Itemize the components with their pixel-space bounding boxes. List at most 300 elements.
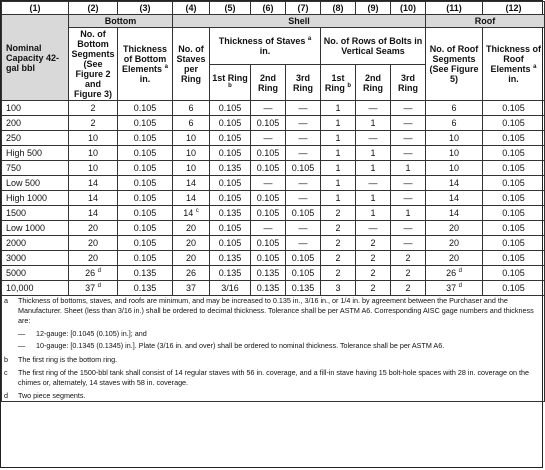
table-cell xyxy=(426,221,483,236)
table-cell xyxy=(210,251,251,266)
cell-value: 0.105 xyxy=(502,268,525,278)
table-cell xyxy=(483,281,545,296)
table-row xyxy=(2,281,545,296)
cell-value: 14 xyxy=(448,178,459,188)
cell-value: 1 xyxy=(335,178,341,188)
table-cell xyxy=(356,161,391,176)
header-text: Thickness of Staves xyxy=(218,36,306,46)
cell-value: 1 xyxy=(335,133,341,143)
table-cell xyxy=(356,221,391,236)
cell-value: 0.105 xyxy=(502,193,525,203)
cell-value: 6 xyxy=(188,118,194,128)
table-cell xyxy=(356,191,391,206)
cell-value: 6 xyxy=(188,103,194,113)
cell-value: 10 xyxy=(87,133,98,143)
table-cell xyxy=(391,116,426,131)
cell-value: 2 xyxy=(405,268,411,278)
cell-value: 10 xyxy=(87,163,98,173)
table-cell xyxy=(69,281,118,296)
table-cell xyxy=(2,251,69,266)
cell-value: — xyxy=(368,178,378,188)
cell-value: 26 xyxy=(85,268,96,278)
footnote-ref: c xyxy=(195,208,199,214)
cell-value: — xyxy=(368,133,378,143)
table-cell xyxy=(483,206,545,221)
tank-spec-table xyxy=(1,1,545,402)
cell-value: 20 xyxy=(448,238,459,248)
table-cell xyxy=(210,176,251,191)
cell-value: 10 xyxy=(185,148,196,158)
fraction: 1/4 xyxy=(340,296,351,305)
cell-value: 10 xyxy=(448,163,459,173)
table-cell xyxy=(69,191,118,206)
cell-value: — xyxy=(403,178,413,188)
cell-value: — xyxy=(403,238,413,248)
footnote-b xyxy=(4,355,542,365)
table-cell xyxy=(426,251,483,266)
col-number: (1) xyxy=(2,2,69,15)
cell-value: 0.105 xyxy=(502,148,525,158)
table-cell xyxy=(321,101,356,116)
table-cell xyxy=(118,176,173,191)
table-cell xyxy=(426,176,483,191)
table-cell xyxy=(173,281,210,296)
group-header-row xyxy=(2,15,545,28)
cell-value: 0.135 xyxy=(218,208,242,218)
header-bottom-segments: No. of Bottom Segments (See Figure 2 and Figure 3) xyxy=(69,28,118,101)
footnote-ref: b xyxy=(347,82,352,89)
cell-value: 0.135 xyxy=(218,268,242,278)
footnote-text: The first ring of the 1500-bbl tank shall consist of 14 regular staves with 56 in. coverage, and a fill-in stave having 15 bolt-hole spaces with 28 in. coverage on the chimes or, alternately, 14 staves with 58 in. coverage. xyxy=(18,368,530,387)
table-cell xyxy=(391,251,426,266)
cell-value: 20 xyxy=(87,238,98,248)
cell-value: 20 xyxy=(185,253,196,263)
table-cell xyxy=(2,266,69,281)
table-cell xyxy=(210,266,251,281)
cell-value: 750 xyxy=(6,163,22,173)
footnotes xyxy=(2,296,545,402)
table-cell xyxy=(251,221,286,236)
footnotes-row xyxy=(2,296,545,402)
table-cell xyxy=(173,206,210,221)
table-cell xyxy=(118,131,173,146)
cell-value: 1 xyxy=(370,208,376,218)
footnote-text: Thickness of bottoms, staves, and roofs are minimum, and may be increased to 0.135 in., xyxy=(18,296,305,305)
table-cell xyxy=(391,266,426,281)
table-cell xyxy=(426,116,483,131)
cell-value: 0.105 xyxy=(256,163,280,173)
table-cell xyxy=(210,191,251,206)
footnote-text: The first ring is the bottom ring. xyxy=(18,355,118,364)
cell-value: 2 xyxy=(370,253,376,263)
cell-value: 2 xyxy=(335,223,341,233)
footnote-mark: b xyxy=(4,355,8,364)
cell-value: 0.105 xyxy=(291,163,315,173)
footnote-ref: a xyxy=(164,64,168,70)
table-cell xyxy=(2,176,69,191)
cell-value: 0.105 xyxy=(502,178,525,188)
col-number: (9) xyxy=(356,2,391,15)
cell-value: High 500 xyxy=(6,148,43,158)
cell-value: 14 xyxy=(448,208,459,218)
cell-value: — xyxy=(403,193,413,203)
cell-value: — xyxy=(403,103,413,113)
cell-value: 14 xyxy=(448,193,459,203)
table-cell xyxy=(173,146,210,161)
col-number: (4) xyxy=(173,2,210,15)
table-cell xyxy=(391,281,426,296)
cell-value: 14 xyxy=(185,178,196,188)
cell-value: — xyxy=(263,133,273,143)
cell-value: 0.105 xyxy=(256,118,280,128)
table-cell xyxy=(286,146,321,161)
cell-value: 0.105 xyxy=(218,148,242,158)
cell-value: 0.105 xyxy=(218,133,242,143)
table-cell xyxy=(251,191,286,206)
cell-value: 1 xyxy=(335,148,341,158)
table-cell xyxy=(391,131,426,146)
unit-text: in. xyxy=(139,74,151,84)
cell-value: 0.105 xyxy=(256,193,280,203)
table-cell xyxy=(483,176,545,191)
table-cell xyxy=(286,206,321,221)
table-cell xyxy=(356,131,391,146)
header-stave-ring-3: 3rd Ring xyxy=(286,65,321,101)
cell-value: — xyxy=(298,238,308,248)
table-cell xyxy=(69,101,118,116)
cell-value: 0.105 xyxy=(218,118,242,128)
table-cell xyxy=(356,266,391,281)
footnote-mark: a xyxy=(4,296,8,305)
col-number: (8) xyxy=(321,2,356,15)
table-row xyxy=(2,206,545,221)
table-cell xyxy=(118,281,173,296)
footnote-mark: d xyxy=(4,391,8,400)
col-number: (7) xyxy=(286,2,321,15)
table-cell xyxy=(356,101,391,116)
cell-value: 0.135 xyxy=(133,283,157,293)
cell-value: 0.105 xyxy=(291,253,315,263)
table-cell xyxy=(69,176,118,191)
group-bottom: Bottom xyxy=(69,15,173,28)
cell-value: 0.135 xyxy=(218,163,242,173)
cell-value: 200 xyxy=(6,118,22,128)
cell-value: 10,000 xyxy=(6,283,34,293)
cell-value: 10 xyxy=(87,148,98,158)
cell-value: 0.105 xyxy=(218,238,242,248)
header-stave-ring-2: 2nd Ring xyxy=(251,65,286,101)
table-cell xyxy=(426,236,483,251)
cell-value: 0.105 xyxy=(256,253,280,263)
cell-value: 2 xyxy=(405,253,411,263)
table-cell xyxy=(391,146,426,161)
cell-value: 1 xyxy=(370,148,376,158)
col-number: (5) xyxy=(210,2,251,15)
table-cell xyxy=(483,191,545,206)
table-cell xyxy=(426,131,483,146)
cell-value: 0.105 xyxy=(133,238,157,248)
cell-value: 2 xyxy=(335,238,341,248)
table-cell xyxy=(173,161,210,176)
cell-value: 2 xyxy=(370,283,376,293)
table-cell xyxy=(210,131,251,146)
footnote-c xyxy=(4,368,542,388)
cell-value: 14 xyxy=(87,178,98,188)
header-stave-ring-1 xyxy=(210,65,251,101)
table-cell xyxy=(251,206,286,221)
header-text: Thickness of Bottom Elements xyxy=(122,44,168,74)
footnote-a xyxy=(4,296,542,326)
cell-value: 37 xyxy=(185,283,196,293)
table-cell xyxy=(391,191,426,206)
table-cell xyxy=(483,236,545,251)
table-cell xyxy=(210,161,251,176)
table-cell xyxy=(210,206,251,221)
table-cell xyxy=(321,116,356,131)
cell-value: — xyxy=(298,148,308,158)
footnote-ref: d xyxy=(458,268,462,274)
table-cell xyxy=(118,221,173,236)
table-cell xyxy=(321,131,356,146)
cell-value: 0.135 xyxy=(256,268,280,278)
header-text: 1st Ring xyxy=(324,72,345,93)
table-row xyxy=(2,266,545,281)
table-row xyxy=(2,101,545,116)
cell-value: — xyxy=(403,133,413,143)
table-cell xyxy=(118,146,173,161)
col-number: (2) xyxy=(69,2,118,15)
table-cell xyxy=(69,251,118,266)
header-text: 1st Ring xyxy=(212,72,248,83)
header-bolt-ring-2: 2nd Ring xyxy=(356,65,391,101)
table-cell xyxy=(321,191,356,206)
table-cell xyxy=(426,281,483,296)
cell-value: 10 xyxy=(448,133,459,143)
cell-value: — xyxy=(298,178,308,188)
cell-value: 20 xyxy=(87,223,98,233)
cell-value: 26 xyxy=(185,268,196,278)
cell-value: 10 xyxy=(185,133,196,143)
cell-value: 0.105 xyxy=(291,208,315,218)
footnote-ref: d xyxy=(458,283,462,289)
cell-value: — xyxy=(298,133,308,143)
cell-value: 26 xyxy=(446,268,457,278)
cell-value: 14 xyxy=(185,193,196,203)
cell-value: 1 xyxy=(405,163,411,173)
cell-value: 37 xyxy=(85,283,96,293)
header-roof-segments: No. of Roof Segments (See Figure 5) xyxy=(426,28,483,101)
table-cell xyxy=(2,236,69,251)
table-row xyxy=(2,161,545,176)
table-row xyxy=(2,131,545,146)
cell-value: 14 xyxy=(183,208,194,218)
fraction: 3/16 xyxy=(117,306,132,315)
cell-value: 0.105 xyxy=(133,148,157,158)
table-cell xyxy=(286,131,321,146)
cell-value: 10 xyxy=(448,148,459,158)
fraction: 3/16 xyxy=(159,341,174,350)
cell-value: 0.135 xyxy=(291,283,315,293)
table-row xyxy=(2,221,545,236)
table-cell xyxy=(286,191,321,206)
cell-value: — xyxy=(368,103,378,113)
cell-value: 0.105 xyxy=(133,178,157,188)
fraction: 3/16 xyxy=(304,296,319,305)
cell-value: — xyxy=(263,178,273,188)
table-cell xyxy=(321,161,356,176)
table-cell xyxy=(426,101,483,116)
header-stave-thickness xyxy=(210,28,321,65)
table-cell xyxy=(426,146,483,161)
table-cell xyxy=(321,176,356,191)
cell-value: 1 xyxy=(370,163,376,173)
header-staves-per-ring: No. of Staves per Ring xyxy=(173,28,210,101)
cell-value: 0.105 xyxy=(256,208,280,218)
table-cell xyxy=(321,236,356,251)
footnote-text: in., or xyxy=(318,296,341,305)
table-cell xyxy=(483,146,545,161)
cell-value: 0.105 xyxy=(291,268,315,278)
cell-value: 20 xyxy=(448,253,459,263)
cell-value: — xyxy=(263,103,273,113)
cell-value: 2 xyxy=(90,103,96,113)
table-cell xyxy=(210,281,251,296)
gage-text: in. and over) shall be ordered to nominal thickness. Tolerance shall be per ASTM A6. xyxy=(173,341,445,350)
cell-value: 2 xyxy=(335,208,341,218)
cell-value: 0.105 xyxy=(218,193,242,203)
table-cell xyxy=(210,101,251,116)
table-cell xyxy=(321,251,356,266)
table-cell xyxy=(173,131,210,146)
table-cell xyxy=(210,146,251,161)
cell-value: — xyxy=(368,223,378,233)
table-cell xyxy=(483,116,545,131)
table-cell xyxy=(356,251,391,266)
cell-value: 0.105 xyxy=(502,223,525,233)
cell-value: 3/16 xyxy=(221,283,239,293)
cell-value: 2 xyxy=(370,268,376,278)
gage-text: 12-gauge: [0.1045 (0.105) in.]; and xyxy=(36,329,147,338)
cell-value: 0.105 xyxy=(502,208,525,218)
cell-value: — xyxy=(298,223,308,233)
table-cell xyxy=(210,221,251,236)
table-cell xyxy=(483,221,545,236)
cell-value: 3000 xyxy=(6,253,27,263)
table-cell xyxy=(321,221,356,236)
cell-value: 0.105 xyxy=(218,103,242,113)
footnote-text: in. by agreement between the Purchaser and the Manufacturer. Sheet (less than xyxy=(18,296,508,315)
table-cell xyxy=(321,281,356,296)
cell-value: 0.105 xyxy=(502,253,525,263)
table-cell xyxy=(286,176,321,191)
cell-value: 0.105 xyxy=(502,283,525,293)
table-cell xyxy=(2,191,69,206)
cell-value: 1 xyxy=(405,208,411,218)
table-cell xyxy=(286,266,321,281)
cell-value: — xyxy=(298,103,308,113)
col-number: (11) xyxy=(426,2,483,15)
cell-value: 0.135 xyxy=(133,268,157,278)
cell-value: 0.105 xyxy=(218,223,242,233)
footnote-mark: c xyxy=(4,368,8,377)
table-cell xyxy=(173,101,210,116)
table-cell xyxy=(173,221,210,236)
table-cell xyxy=(426,266,483,281)
table-cell xyxy=(173,176,210,191)
table-cell xyxy=(69,116,118,131)
header-bolt-ring-3: 3rd Ring xyxy=(391,65,426,101)
cell-value: 1 xyxy=(335,193,341,203)
table-cell xyxy=(426,191,483,206)
cell-value: 0.105 xyxy=(133,163,157,173)
cell-value: 14 xyxy=(87,193,98,203)
footnote-text: Two piece segments. xyxy=(18,391,86,400)
cell-value: 2 xyxy=(90,118,96,128)
cell-value: 20 xyxy=(87,253,98,263)
cell-value: 0.105 xyxy=(502,163,525,173)
unit-text: in. xyxy=(508,74,519,84)
cell-value: 14 xyxy=(87,208,98,218)
gage-10-item xyxy=(18,341,542,351)
cell-value: 20 xyxy=(185,223,196,233)
table-cell xyxy=(69,266,118,281)
table-cell xyxy=(286,221,321,236)
table-cell xyxy=(251,236,286,251)
table-cell xyxy=(321,266,356,281)
table-cell xyxy=(391,221,426,236)
cell-value: 1 xyxy=(335,103,341,113)
gage-12-item xyxy=(18,329,542,339)
gage-text: 10-gauge: [0.1345 (0.1345) in.]. Plate ( xyxy=(36,341,160,350)
table-cell xyxy=(69,206,118,221)
cell-value: 0.105 xyxy=(502,103,525,113)
cell-value: 250 xyxy=(6,133,22,143)
cell-value: 0.105 xyxy=(502,238,525,248)
table-cell xyxy=(483,101,545,116)
table-cell xyxy=(251,251,286,266)
cell-value: 6 xyxy=(451,103,457,113)
table-cell xyxy=(118,116,173,131)
cell-value: 6 xyxy=(451,118,457,128)
footnote-text: in.) shall be ordered to decimal thickness. Tolerance shall be per ASTM A6. Corresponding AISC gage numbers and thickness are: xyxy=(18,306,534,325)
cell-value: Low 1000 xyxy=(6,223,46,233)
table-cell xyxy=(356,236,391,251)
footnote-ref: b xyxy=(228,82,232,89)
table-cell xyxy=(173,236,210,251)
header-roof-thickness xyxy=(483,28,545,101)
cell-value: 0.105 xyxy=(256,238,280,248)
table-cell xyxy=(173,266,210,281)
table-cell xyxy=(321,206,356,221)
cell-value: — xyxy=(403,223,413,233)
footnote-ref: d xyxy=(97,283,101,289)
header-bolt-ring-1 xyxy=(321,65,356,101)
table-body xyxy=(2,101,545,296)
table-cell xyxy=(210,236,251,251)
table-cell xyxy=(483,251,545,266)
table-row xyxy=(2,116,545,131)
table-cell xyxy=(251,131,286,146)
cell-value: Low 500 xyxy=(6,178,41,188)
table-cell xyxy=(69,236,118,251)
cell-value: — xyxy=(298,118,308,128)
table-cell xyxy=(69,131,118,146)
table-cell xyxy=(356,116,391,131)
table-row xyxy=(2,251,545,266)
cell-value: 2000 xyxy=(6,238,27,248)
table-cell xyxy=(2,116,69,131)
table-cell xyxy=(356,206,391,221)
